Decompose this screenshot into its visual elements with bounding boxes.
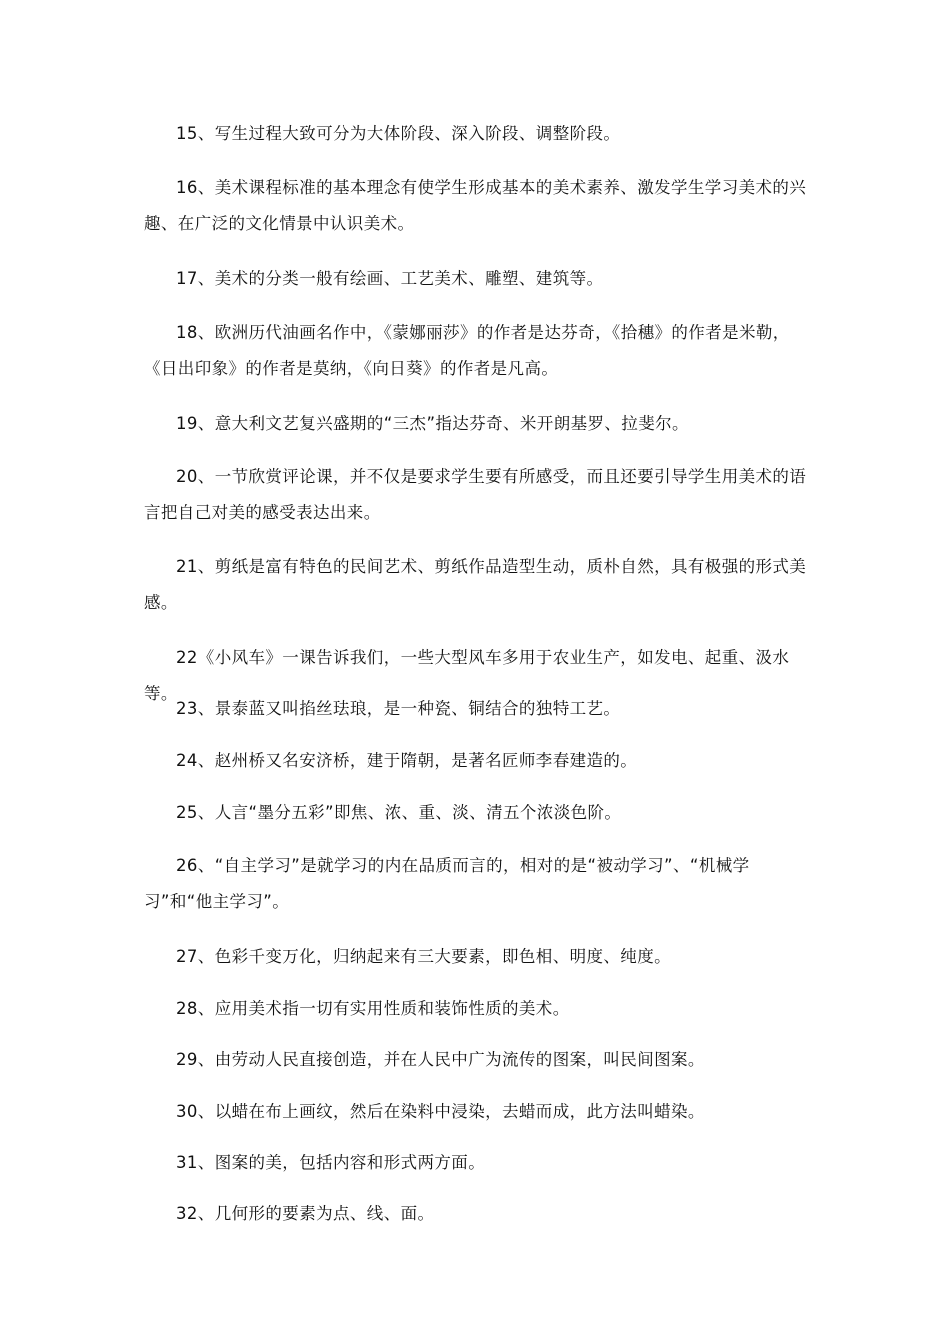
item-22: 22《小风车》一课告诉我们，一些大型风车多用于农业生产，如发电、起重、汲水等。 bbox=[144, 648, 790, 703]
item-20: 20、一节欣赏评论课，并不仅是要求学生要有所感受，而且还要引导学生用美术的语言把自己对美的感受表达出来。 bbox=[144, 467, 807, 522]
item-31: 31、图案的美，包括内容和形式两方面。 bbox=[176, 1153, 486, 1172]
item-16: 16、美术课程标准的基本理念有使学生形成基本的美术素养、激发学生学习美术的兴趣、在广泛的文化情景中认识美术。 bbox=[144, 178, 807, 233]
item-26: 26、“自主学习”是就学习的内在品质而言的，相对的是“被动学习”、“机械学习”和“他主学习”。 bbox=[144, 856, 750, 911]
item-30: 30、以蜡在布上画纹，然后在染料中浸染，去蜡而成，此方法叫蜡染。 bbox=[176, 1102, 705, 1121]
item-23: 23、景泰蓝又叫掐丝珐琅，是一种瓷、铜结合的独特工艺。 bbox=[176, 699, 621, 718]
item-19: 19、意大利文艺复兴盛期的“三杰”指达芬奇、米开朗基罗、拉斐尔。 bbox=[176, 414, 689, 433]
item-29: 29、由劳动人民直接创造，并在人民中广为流传的图案，叫民间图案。 bbox=[176, 1050, 705, 1069]
item-15: 15、写生过程大致可分为大体阶段、深入阶段、调整阶段。 bbox=[176, 124, 621, 143]
item-17: 17、美术的分类一般有绘画、工艺美术、雕塑、建筑等。 bbox=[176, 269, 604, 288]
item-27: 27、色彩千变万化，归纳起来有三大要素，即色相、明度、纯度。 bbox=[176, 947, 671, 966]
item-18: 18、欧洲历代油画名作中，《蒙娜丽莎》的作者是达芬奇，《拾穗》的作者是米勒，《日出印象》的作者是莫纳，《向日葵》的作者是凡高。 bbox=[144, 323, 790, 378]
item-24: 24、赵州桥又名安济桥，建于隋朝，是著名匠师李春建造的。 bbox=[176, 751, 638, 770]
item-28: 28、应用美术指一切有实用性质和装饰性质的美术。 bbox=[176, 999, 570, 1018]
item-21: 21、剪纸是富有特色的民间艺术、剪纸作品造型生动，质朴自然，具有极强的形式美感。 bbox=[144, 557, 807, 612]
item-25: 25、人言“墨分五彩”即焦、浓、重、淡、清五个浓淡色阶。 bbox=[176, 803, 622, 822]
item-32: 32、几何形的要素为点、线、面。 bbox=[176, 1204, 435, 1223]
